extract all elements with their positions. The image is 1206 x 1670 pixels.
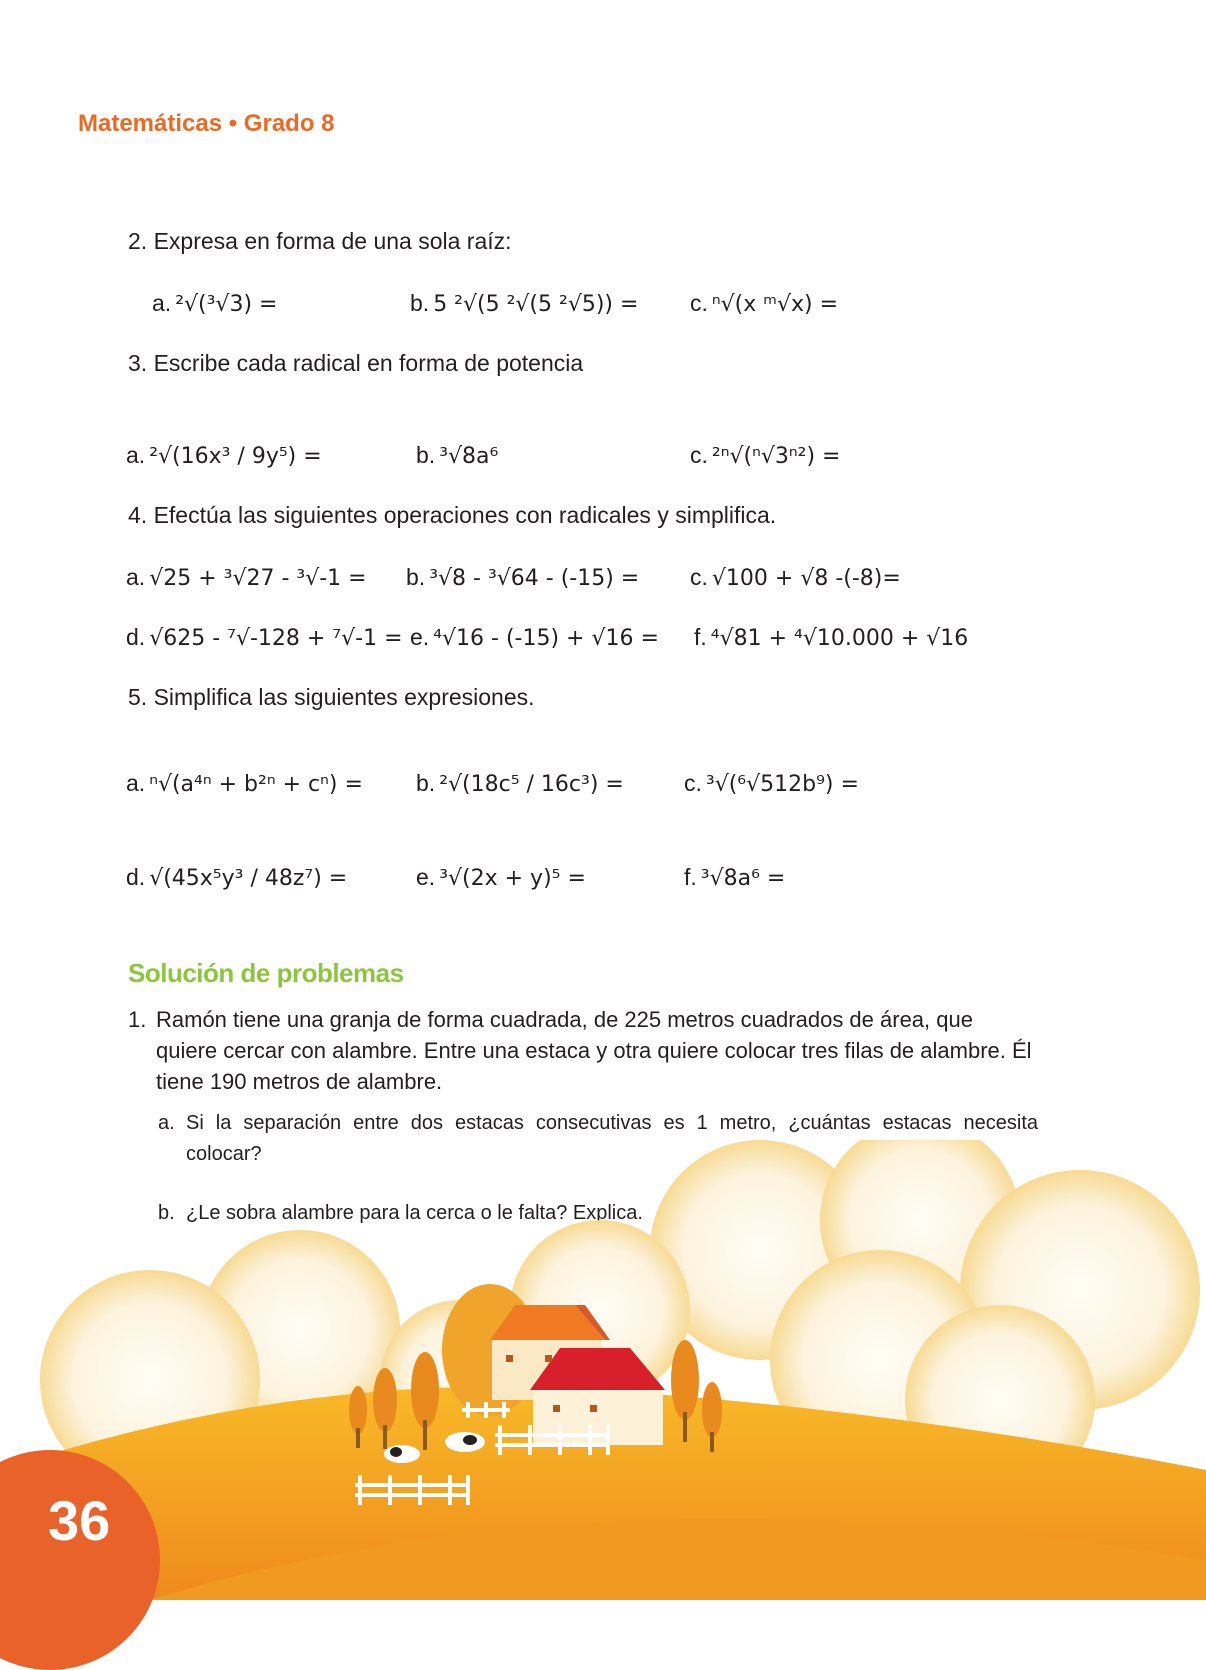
q2-title: 2. Expresa en forma de una sola raíz: [128, 228, 512, 254]
q4-f: f. ⁴√81 + ⁴√10.000 + √16 [694, 624, 969, 651]
q5-title: 5. Simplifica las siguientes expresiones. [128, 684, 535, 710]
problem-1 [128, 1004, 1038, 1097]
q5-e: e. ³√(2x + y)⁵ = [416, 864, 586, 891]
q5-a: a. ⁿ√(a⁴ⁿ + b²ⁿ + cⁿ) = [126, 770, 363, 797]
q3-c: c. ²ⁿ√(ⁿ√3ⁿ²) = [690, 442, 841, 469]
q2-c: c. ⁿ√(x ᵐ√x) = [690, 290, 839, 317]
q3-b: b. ³√8a⁶ [416, 442, 499, 469]
q4-a: a. √25 + ³√27 - ³√-1 = [126, 564, 367, 591]
q5-b: b. ²√(18c⁵ / 16c³) = [416, 770, 624, 797]
problem-1-a: a. Si la separación entre dos estacas consecutivas es 1 metro, ¿cuántas estacas necesita colocar? [158, 1112, 1038, 1165]
problem-1-b: b. ¿Le sobra alambre para la cerca o le falta? Explica. [158, 1202, 643, 1224]
q5-d: d. √(45x⁵y³ / 48z⁷) = [126, 864, 348, 891]
q4-e: e. ⁴√16 - (-15) + √16 = [410, 624, 659, 651]
problem-text: Ramón tiene una granja de forma cuadrada, de 225 metros cuadrados de área, que quiere cercar con alambre. Entre una estaca y otra quiere colocar tres filas de alambre. Él tiene 190 metros de alambre. [156, 1007, 1032, 1094]
page-number: 36 [48, 1489, 111, 1552]
section-title: Solución de problemas [128, 958, 404, 988]
q3-a: a. ²√(16x³ / 9y⁵) = [126, 442, 322, 469]
q4-title: 4. Efectúa las siguientes operaciones con radicales y simplifica. [128, 502, 777, 528]
q4-d: d. √625 - ⁷√-128 + ⁷√-1 = [126, 624, 403, 651]
q2-b: b. 5 ²√(5 ²√(5 ²√5)) = [410, 290, 639, 317]
q4-b: b. ³√8 - ³√64 - (-15) = [406, 564, 640, 591]
q2-a: a. ²√(³√3) = [152, 290, 278, 317]
q5-c: c. ³√(⁶√512b⁹) = [684, 770, 859, 797]
farm-illustration [0, 1140, 1206, 1600]
q5-f: f. ³√8a⁶ = [684, 864, 786, 891]
q3-title: 3. Escribe cada radical en forma de potencia [128, 350, 584, 376]
q4-c: c. √100 + √8 -(-8)= [690, 564, 901, 591]
book-header: Matemáticas • Grado 8 [78, 110, 335, 137]
problem-number: 1. [128, 1007, 147, 1032]
